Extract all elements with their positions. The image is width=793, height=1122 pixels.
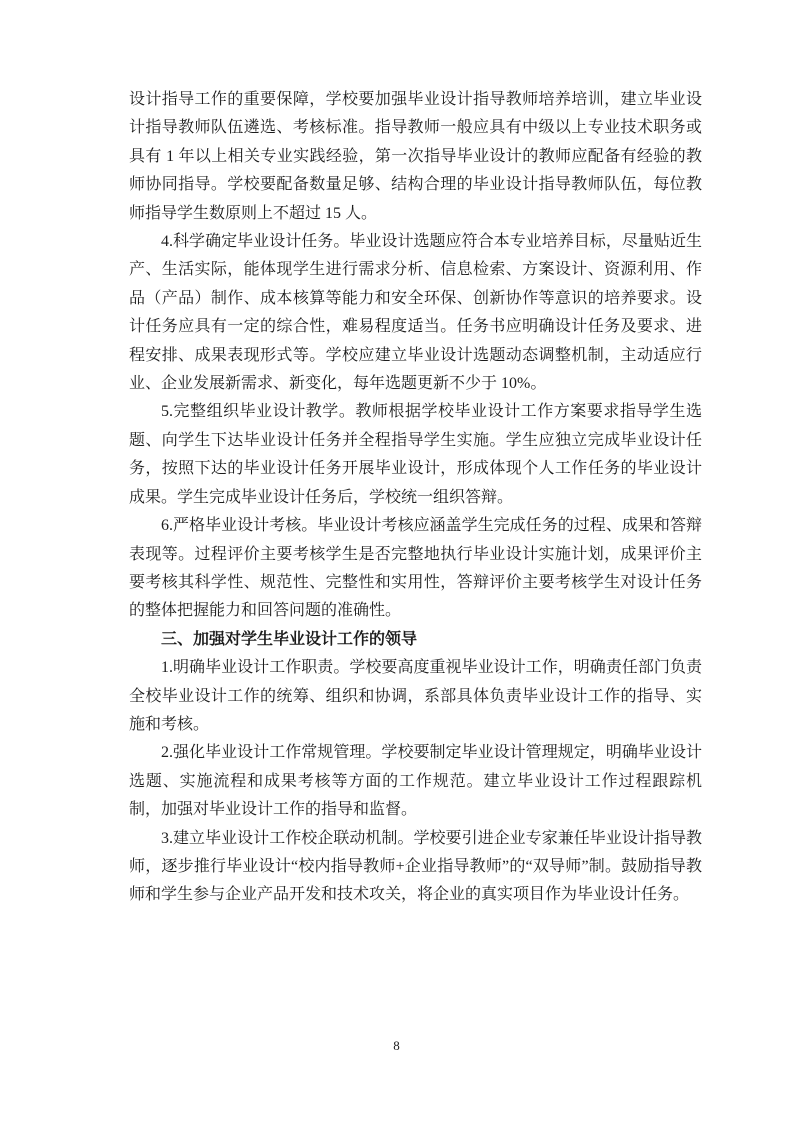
paragraph-item-5: 5.完整组织毕业设计教学。教师根据学校毕业设计工作方案要求指导学生选题、向学生下达毕业设计任务并全程指导学生实施。学生应独立完成毕业设计任务，按照下达的毕业设计任务开展毕业设计，形成体现个人工作任务的毕业设计成果。学生完成毕业设计任务后，学校统一组织答辩。	[129, 403, 702, 506]
paragraph-item-2: 2.强化毕业设计工作常规管理。学校要制定毕业设计管理规定，明确毕业设计选题、实施流程和成果考核等方面的工作规范。建立毕业设计工作过程跟踪机制，加强对毕业设计工作的指导和监督。	[129, 744, 702, 819]
page-number: 8	[393, 1038, 400, 1053]
paragraph-item-6: 6.严格毕业设计考核。毕业设计考核应涵盖学生完成任务的过程、成果和答辩表现等。过程评价主要考核学生是否完整地执行毕业设计实施计划，成果评价主要考核其科学性、规范性、完整性和实用性，答辩评价主要考核学生对设计任务的整体把握能力和回答问题的准确性。	[129, 517, 702, 620]
paragraph-item-1: 1.明确毕业设计工作职责。学校要高度重视毕业设计工作，明确责任部门负责全校毕业设计工作的统筹、组织和协调，系部具体负责毕业设计工作的指导、实施和考核。	[129, 659, 702, 733]
section-heading: 三、加强对学生毕业设计工作的领导	[161, 630, 418, 648]
page-body-text	[129, 86, 702, 910]
paragraph-item-4: 4.科学确定毕业设计任务。毕业设计选题应符合本专业培养目标，尽量贴近生产、生活实际，能体现学生进行需求分析、信息检索、方案设计、资源利用、作品（产品）制作、成本核算等能力和安全环保、创新协作等意识的培养要求。设计任务应具有一定的综合性，难易程度适当。任务书应明确设计任务及要求、进程安排、成果表现形式等。学校应建立毕业设计选题动态调整机制，主动适应行业、企业发展新需求、新变化，每年选题更新不少于 10%。	[129, 233, 702, 393]
paragraph-item-3: 3.建立毕业设计工作校企联动机制。学校要引进企业专家兼任毕业设计指导教师，逐步推行毕业设计“校内指导教师+企业指导教师”的“双导师”制。鼓励指导教师和学生参与企业产品开发和技术攻关，将企业的真实项目作为毕业设计任务。	[129, 829, 702, 904]
paragraph-continuation: 设计指导工作的重要保障，学校要加强毕业设计指导教师培养培训，建立毕业设计指导教师队伍遴选、考核标准。指导教师一般应具有中级以上专业技术职务或具有 1 年以上相关专业实践经验，第一次指导毕业设计的教师应配备有经验的教师协同指导。学校要配备数量足够、结构合理的毕业设计指导教师队伍，每位教师指导学生数原则上不超过 15 人。	[129, 91, 702, 222]
